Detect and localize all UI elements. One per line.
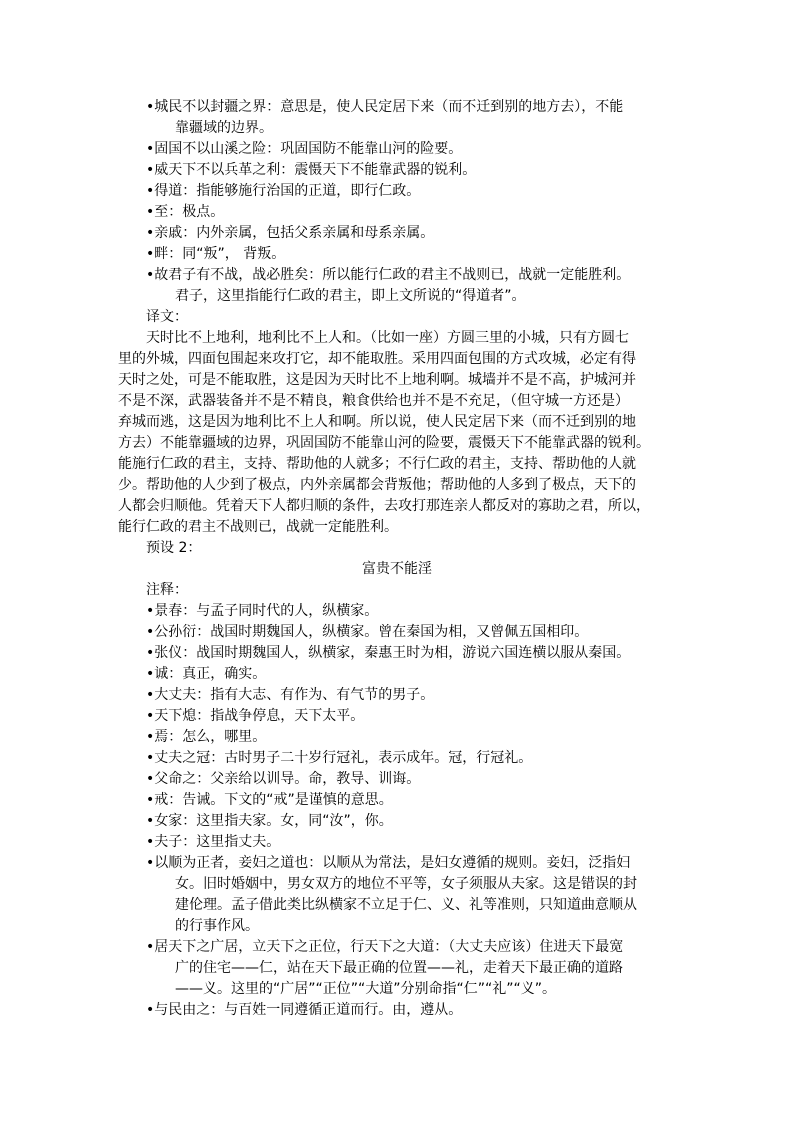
translation-line: 能行仁政的君主不战则已，战就一定能胜利。: [118, 519, 398, 535]
note-line: •女家：这里指夫家。女，同“汝”，你。: [146, 813, 393, 829]
note-line: 的行事作风。: [175, 918, 259, 934]
translation-line: 不是不深，武器装备并不是不精良，粮食供给也并不是不充足，（但守城一方还是）: [118, 393, 629, 409]
note-line: •以顺为正者，妾妇之道也：以顺从为常法，是妇女遵循的规则。妾妇，泛指妇: [146, 855, 631, 871]
note-line: •故君子有不战，战必胜矣：所以能行仁政的君主不战则已，战就一定能胜利。: [146, 267, 631, 283]
note-line: •大丈夫：指有大志、有作为、有气节的男子。: [146, 687, 435, 703]
note-line: •威天下不以兵革之利：震慑天下不能靠武器的锐利。: [146, 162, 477, 178]
notes-label: 注释：: [146, 582, 188, 598]
translation-line: 人都会归顺他。凭着天下人都归顺的条件，去攻打那连亲人都反对的寡助之君，所以，: [118, 498, 650, 514]
translation-line: 能施行仁政的君主，支持、帮助他的人就多；不行仁政的君主，支持、帮助他的人就: [118, 456, 636, 472]
note-line: ——义。这里的“广居”“正位”“大道”分别命指“仁”“礼”“义”。: [175, 981, 557, 997]
translation-line: 少。帮助他的人少到了极点，内外亲属都会背叛他；帮助他的人多到了极点，天下的: [118, 477, 636, 493]
translation-line: 里的外城，四面包围起来攻打它，却不能取胜。采用四面包围的方式攻城，必定有得: [118, 351, 636, 367]
note-line: •戒：告诫。下文的“戒”是谨慎的意思。: [146, 792, 393, 808]
section-title: 富贵不能淫: [362, 561, 432, 577]
note-line: 女。旧时婚姻中，男女双方的地位不平等，女子须服从夫家。这是错误的封: [175, 876, 637, 892]
note-line: •焉：怎么，哪里。: [146, 729, 267, 745]
preset-label: 预设 2：: [146, 540, 202, 556]
note-line: 广的住宅——仁，站在天下最正确的位置——礼，走着天下最正确的道路: [175, 960, 623, 976]
note-line: 君子，这里指能行仁政的君主，即上文所说的“得道者”。: [175, 288, 526, 304]
note-line: •居天下之广居，立天下之正位，行天下之大道：（大丈夫应该）住进天下最宽: [146, 939, 624, 955]
translation-line: 天时比不上地利，地利比不上人和。（比如一座）方圆三里的小城，只有方圆七: [146, 330, 629, 346]
note-line: 建伦理。孟子借此类比纵横家不立足于仁、义、礼等准则，只知道曲意顺从: [175, 897, 637, 913]
translation-label: 译文：: [146, 309, 188, 325]
note-line: •诚：真正，确实。: [146, 666, 267, 682]
note-line: •得道：指能够施行治国的正道，即行仁政。: [146, 183, 421, 199]
note-line: 靠疆域的边界。: [175, 120, 273, 136]
note-line: •丈夫之冠：古时男子二十岁行冠礼，表示成年。冠，行冠礼。: [146, 750, 533, 766]
translation-line: 弃城而逃，这是因为地利比不上人和啊。所以说，使人民定居下来（而不迁到别的地: [118, 414, 636, 430]
note-line: •与民由之：与百姓一同遵循正道而行。由，遵从。: [146, 1002, 463, 1018]
note-line: •固国不以山溪之险：巩固国防不能靠山河的险要。: [146, 141, 463, 157]
note-line: •张仪：战国时期魏国人，纵横家，秦惠王时为相，游说六国连横以服从秦国。: [146, 645, 631, 661]
note-line: •公孙衍：战国时期魏国人，纵横家。曾在秦国为相，又曾佩五国相印。: [146, 624, 589, 640]
note-line: •至：极点。: [146, 204, 225, 220]
note-line: •景春：与孟子同时代的人，纵横家。: [146, 603, 379, 619]
translation-line: 方去）不能靠疆域的边界，巩固国防不能靠山河的险要，震慑天下不能靠武器的锐利。: [118, 435, 650, 451]
note-line: •夫子：这里指丈夫。: [146, 834, 281, 850]
note-line: •天下熄：指战争停息，天下太平。: [146, 708, 365, 724]
note-line: •亲戚：内外亲属，包括父系亲属和母系亲属。: [146, 225, 435, 241]
note-line: •畔：同“叛”， 背叛。: [146, 246, 286, 262]
translation-line: 天时之处，可是不能取胜，这是因为天时比不上地利啊。城墙并不是不高，护城河并: [118, 372, 636, 388]
note-line: •城民不以封疆之界：意思是，使人民定居下来（而不迁到别的地方去），不能: [146, 99, 624, 115]
note-line: •父命之：父亲给以训导。命，教导、训诲。: [146, 771, 421, 787]
